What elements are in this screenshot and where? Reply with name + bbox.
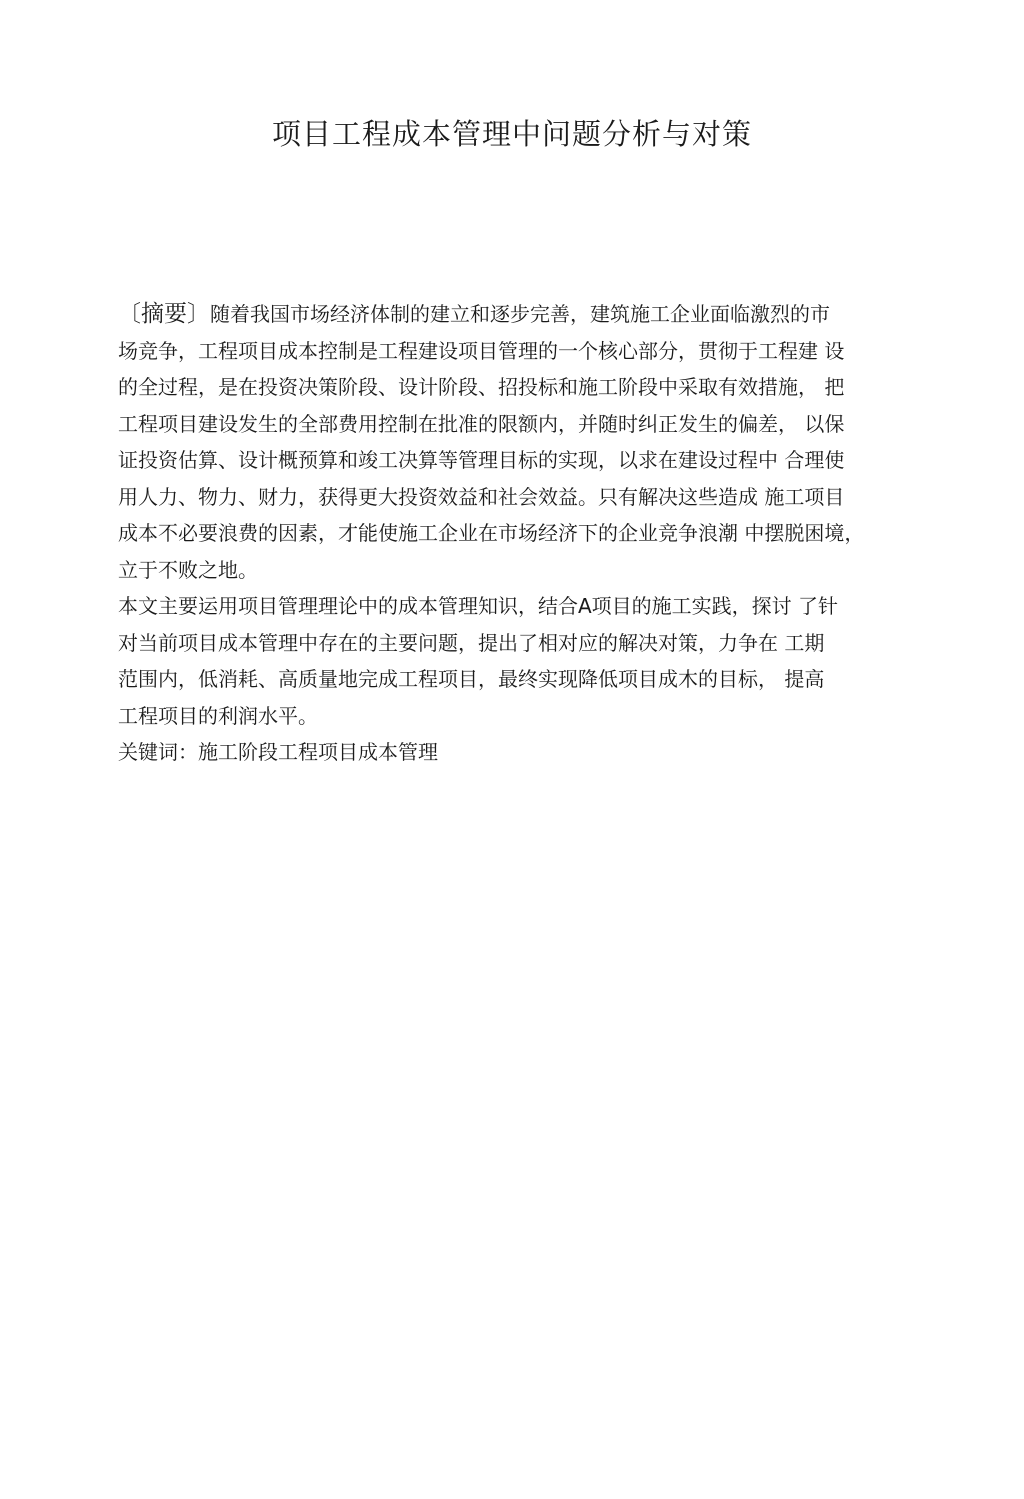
paragraph2-line-3: 范围内，低消耗、高质量地完成工程项目，最终实现降低项目成木的目标， 提高 — [118, 667, 825, 691]
abstract-label: 〔摘要〕 — [118, 301, 210, 327]
paragraph2-line-4: 工程项目的利润水平。 — [118, 703, 318, 728]
abstract-text: 随着我国市场经济体制的建立和逐步完善，建筑施工企业面临激烈的市 — [210, 302, 830, 326]
abstract-line-8: 立于不败之地。 — [118, 557, 258, 582]
abstract-line-7: 成本不必要浪费的因素，才能使施工企业在市场经济下的企业竞争浪潮 中摆脱困境， — [118, 521, 865, 545]
paragraph2-line-1: 本文主要运用项目管理理论中的成本管理知识，结合A项目的施工实践，探讨 了针 — [118, 594, 839, 618]
keywords-line: 关键词：施工阶段工程项目成本管理 — [118, 740, 438, 764]
abstract-line-4: 工程项目建设发生的全部费用控制在批准的限额内，并随时纠正发生的偏差， 以保 — [118, 411, 845, 436]
document-body — [118, 296, 918, 771]
abstract-line-6: 用人力、物力、财力，获得更大投资效益和社会效益。只有解决这些造成 施工项目 — [118, 484, 845, 509]
abstract-line-3: 的全过程，是在投资决策阶段、设计阶段、招投标和施工阶段中采取有效措施， 把 — [118, 375, 845, 399]
abstract-line-2: 场竞争，工程项目成本控制是工程建设项目管理的一个核心部分，贯彻于工程建 设 — [118, 338, 845, 363]
abstract-line-5: 证投资估算、设计概预算和竣工决算等管理目标的实现，以求在建设过程中 合理使 — [118, 448, 845, 472]
paragraph2-line-2: 对当前项目成本管理中存在的主要问题，提出了相对应的解决对策，力争在 工期 — [118, 630, 825, 655]
document-title: 项目工程成本管理中问题分析与对策 — [271, 117, 752, 151]
abstract-line-1 — [118, 296, 918, 333]
